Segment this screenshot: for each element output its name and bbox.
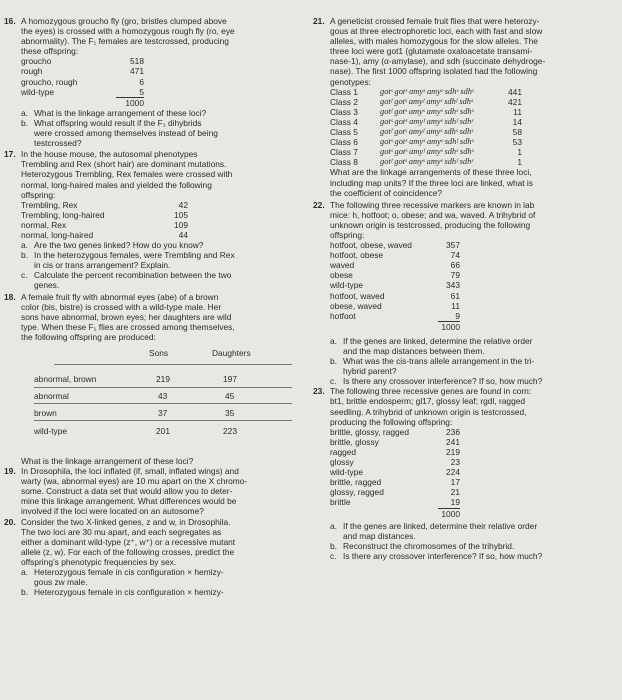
data-value: 105: [174, 209, 188, 220]
q16-line: A homozygous groucho fly (gro, bristles clumped above: [21, 16, 227, 26]
class-value: 1: [517, 147, 522, 158]
class-value: 53: [512, 137, 522, 148]
q20-line: offspring’s phenotypic frequencies by sex.: [21, 556, 177, 567]
class-genotype: gotᶠ gotˢ amyˢ amyˢ sdhᶠ sdhˢ: [380, 157, 474, 167]
part-letter: a.: [21, 567, 28, 578]
class-genotype: gotˢ gotˢ amyᶠ amyˢ sdhᶠ sdhˢ: [380, 116, 474, 126]
part-letter: c.: [330, 550, 337, 561]
right-column: [313, 16, 613, 561]
data-value: 9: [455, 310, 460, 321]
part-line: Are the two genes linked? How do you know?: [34, 240, 204, 251]
q20-line: either a dominant wild-type (z⁺, w⁺) or a recessive mutant: [21, 536, 236, 547]
daughters-value: 35: [225, 408, 235, 418]
class-genotype: gotᶠ gotˢ amyᶠ amyˢ sdhᶠ sdhˢ: [380, 96, 473, 106]
part-line: and map distances.: [343, 530, 416, 541]
row-label: abnormal: [34, 391, 69, 401]
data-value: 61: [450, 290, 460, 301]
q17-data: [4, 200, 292, 240]
data-value: 23: [450, 457, 460, 468]
q16-line: the eyes) is crossed with a homozygous rough fly (ro, eye: [21, 26, 235, 37]
q19-line: some. Construct a data set that would allow you to deter-: [21, 486, 233, 497]
table-rule: [34, 387, 292, 388]
data-value: 241: [446, 436, 460, 447]
data-label: obese, waved: [330, 300, 382, 311]
data-value: 109: [174, 219, 188, 230]
sons-value: 201: [156, 426, 170, 436]
table-rule: [54, 364, 292, 365]
q23-data: [313, 427, 613, 519]
part-line: What offspring would result if the F₁ dihybrids: [34, 117, 202, 128]
class-value: 14: [512, 116, 522, 127]
data-value: 219: [446, 446, 460, 457]
question-23: [313, 386, 613, 561]
data-total: 1000: [438, 321, 460, 332]
part-line: Reconstruct the chromosomes of the trihybrid.: [343, 540, 515, 551]
data-value: 17: [450, 477, 460, 488]
q19-line: In Drosophila, the loci inflated (if, small, inflated wings) and: [21, 466, 239, 477]
q16-data: [4, 56, 292, 107]
q18-line: the following offspring are produced:: [21, 331, 156, 342]
class-label: Class 8: [330, 157, 358, 168]
part-line: What was the cis-trans allele arrangement in the tri-: [343, 356, 535, 367]
part-letter: b.: [330, 356, 337, 367]
daughters-value: 197: [223, 374, 237, 384]
data-label: normal, Rex: [21, 219, 67, 230]
part-line: What is the linkage arrangement of these loci?: [34, 107, 207, 118]
question-18: [4, 292, 292, 467]
part-letter: a.: [21, 240, 28, 251]
data-value: 6: [139, 76, 144, 87]
class-label: Class 1: [330, 86, 358, 97]
data-label: glossy, ragged: [330, 487, 384, 498]
data-label: Trembling, long-haired: [21, 209, 105, 220]
table-rule: [34, 420, 292, 421]
part-letter: b.: [21, 250, 28, 261]
data-label: Trembling, Rex: [21, 199, 78, 210]
row-label: wild-type: [34, 426, 68, 436]
q21-line: three loci were got1 (glutamate oxaloacetate transami-: [330, 46, 533, 57]
class-genotype: gotˢ gotˢ amyˢ amyˢ sdhˢ sdhˢ: [380, 86, 474, 96]
question-19: [4, 466, 292, 516]
data-value: 79: [450, 270, 460, 281]
class-value: 1: [517, 157, 522, 168]
q17-line: In the house mouse, the autosomal phenotypes: [21, 149, 198, 160]
class-label: Class 3: [330, 106, 358, 117]
sons-value: 219: [156, 374, 170, 384]
class-label: Class 5: [330, 127, 358, 138]
q21-classes: [313, 87, 613, 168]
part-line: Heterozygous female in cis configuration × hemizy-: [34, 567, 224, 578]
data-label: rough: [21, 66, 43, 77]
q17-line: Heterozygous Trembling, Rex females were crossed with: [21, 169, 233, 180]
data-value: 343: [446, 280, 460, 291]
sons-value: 43: [158, 391, 168, 401]
q23-line: The following three recessive genes are found in corn:: [330, 386, 532, 397]
q18-line: A female fruit fly with abnormal eyes (abe) of a brown: [21, 291, 219, 302]
class-value: 421: [508, 96, 522, 107]
data-label: ragged: [330, 446, 357, 457]
data-label: normal, long-haired: [21, 229, 94, 240]
part-line: Calculate the percent recombination between the two: [34, 270, 232, 281]
q17-line: Trembling and Rex (short hair) are dominant mutations.: [21, 159, 227, 170]
row-label: brown: [34, 408, 57, 418]
table-header-daughters: Daughters: [212, 348, 251, 358]
q21-line: nase). The first 1000 offspring isolated had the following: [330, 66, 538, 77]
data-label: wild-type: [330, 467, 364, 478]
q21-after: including map units? If the three loci are linked, what is: [330, 177, 533, 188]
q18-line: sons have abnormal, brown eyes; her daughters are wild: [21, 311, 232, 322]
question-number: 22.: [313, 199, 325, 210]
part-line: Heterozygous female in cis configuration × hemizy-: [34, 587, 224, 598]
q19-line: warty (wa, abnormal eyes) are 10 mu apart on the X chromo-: [21, 476, 248, 487]
part-line: If the genes are linked, determine their relative order: [343, 520, 538, 531]
q23-line: producing the following offspring:: [330, 416, 453, 427]
q16-line: abnormality). The F₁ females are testcrossed, producing: [21, 36, 229, 47]
table-header-sons: Sons: [149, 348, 169, 358]
class-label: Class 7: [330, 147, 358, 158]
sons-value: 37: [158, 408, 168, 418]
class-value: 11: [513, 106, 522, 117]
q21-line: alleles, with males homozygous for the slow alleles. The: [330, 36, 538, 47]
part-line: Is there any crossover interference? If so, how much?: [343, 376, 543, 387]
data-value: 44: [178, 229, 188, 240]
data-value: 21: [450, 487, 460, 498]
q22-line: mice: h, hotfoot; o, obese; and wa, waved. A trihybrid of: [330, 209, 536, 220]
q20-line: allele (z, w). For each of the following crosses, predict the: [21, 546, 235, 557]
part-letter: a.: [330, 335, 337, 346]
data-value: 66: [450, 260, 460, 271]
data-label: wild-type: [330, 280, 364, 291]
q18-table: [4, 342, 292, 442]
part-line: genes.: [34, 280, 60, 291]
class-genotype: gotᶠ gotˢ amyˢ amyˢ sdhˢ sdhˢ: [380, 106, 474, 116]
data-label: hotfoot, waved: [330, 290, 385, 301]
part-line: in cis or trans arrangement? Explain.: [34, 260, 171, 271]
row-label: abnormal, brown: [34, 374, 97, 384]
q23-line: seedling. A trihybrid of unknown origin is testcrossed,: [330, 406, 527, 417]
question-number: 16.: [4, 16, 16, 26]
data-total: 1000: [438, 508, 460, 519]
question-22: [313, 200, 613, 387]
part-line: gous zw male.: [34, 577, 88, 588]
data-value: 5: [139, 86, 144, 97]
data-label: hotfoot, obese, waved: [330, 240, 412, 251]
question-17: [4, 149, 292, 290]
data-label: brittle, glossy: [330, 436, 379, 447]
question-number: 18.: [4, 291, 16, 302]
q21-line: A geneticist crossed female fruit flies that were heterozy-: [330, 16, 540, 26]
q21-line: gous at three electrophoretic loci, each with fast and slow: [330, 26, 543, 37]
question-20: [4, 517, 292, 598]
q20-line: The two loci are 30 mu apart, and each segregates as: [21, 526, 222, 537]
data-label: obese: [330, 270, 353, 281]
q18-line: color (bis, bistre) is crossed with a wild-type male. Her: [21, 301, 222, 312]
class-label: Class 2: [330, 96, 358, 107]
class-genotype: gotᶠ gotˢ amyᶠ amyˢ sdhˢ sdhˢ: [380, 127, 474, 137]
data-value: 74: [450, 250, 460, 261]
q22-line: The following three recessive markers are known in lab: [330, 199, 535, 210]
class-genotype: gotˢ gotˢ amyˢ amyˢ sdhᶠ sdhˢ: [380, 137, 474, 147]
part-letter: b.: [21, 117, 28, 128]
q17-line: normal, long-haired males and yielded the following: [21, 179, 212, 190]
data-value: 236: [446, 426, 460, 437]
data-value: 19: [450, 497, 460, 508]
data-label: groucho, rough: [21, 76, 78, 87]
part-letter: b.: [330, 540, 337, 551]
data-total: 1000: [116, 97, 144, 108]
data-label: glossy: [330, 457, 354, 468]
data-value: 224: [446, 467, 460, 478]
question-number: 21.: [313, 16, 325, 26]
q22-line: offspring:: [330, 229, 365, 240]
part-line: If the genes are linked, determine the relative order: [343, 335, 533, 346]
part-letter: c.: [330, 376, 337, 387]
q23-line: bt1, brittle endosperm; gl17, glossy leaf; rgdl, ragged: [330, 396, 526, 407]
question-21: [313, 16, 613, 198]
q21-after: What are the linkage arrangements of these three loci,: [330, 167, 532, 178]
q21-line: genotypes:: [330, 76, 371, 87]
class-label: Class 4: [330, 116, 358, 127]
part-line: and the map distances between them.: [343, 346, 485, 356]
question-number: 19.: [4, 466, 16, 477]
q19-line: involved if the loci were located on an autosome?: [21, 506, 204, 517]
question-number: 23.: [313, 386, 325, 397]
q21-after: the coefficient of coincidence?: [330, 187, 443, 198]
q22-data: [313, 240, 613, 332]
data-label: wild-type: [21, 86, 55, 97]
part-line: Is there any crossover interference? If so, how much?: [343, 550, 543, 561]
data-label: brittle: [330, 497, 351, 508]
q18-line: type. When these F₁ flies are crossed among themselves,: [21, 321, 235, 332]
q19-line: mine this linkage arrangement. What differences would be: [21, 496, 237, 507]
class-value: 58: [512, 127, 522, 138]
class-genotype: gotˢ gotˢ amyᶠ amyˢ sdhˢ sdhˢ: [380, 147, 474, 157]
data-value: 471: [130, 66, 144, 77]
q21-line: nase-1), amy (α-amylase), and sdh (succinate dehydroge-: [330, 56, 546, 67]
class-value: 441: [508, 86, 522, 97]
part-line: testcrossed?: [34, 138, 82, 149]
left-column: [4, 16, 292, 597]
q17-line: offspring:: [21, 189, 56, 200]
q18-after: What is the linkage arrangement of these loci?: [21, 456, 194, 466]
data-label: brittle, glossy, ragged: [330, 426, 409, 437]
class-label: Class 6: [330, 137, 358, 148]
data-label: groucho: [21, 56, 52, 67]
part-letter: c.: [21, 270, 28, 281]
q20-line: Consider the two X-linked genes, z and w, in Drosophila.: [21, 516, 231, 527]
daughters-value: 223: [223, 426, 237, 436]
q22-line: unknown origin is testcrossed, producing the following: [330, 219, 531, 230]
data-value: 11: [451, 300, 460, 311]
data-label: waved: [330, 260, 355, 271]
question-16: [4, 16, 292, 148]
data-label: hotfoot: [330, 310, 356, 321]
part-line: In the heterozygous females, were Trembling and Rex: [34, 250, 235, 261]
data-label: brittle, ragged: [330, 477, 382, 488]
table-rule: [34, 403, 292, 404]
q16-line: these offspring:: [21, 46, 79, 57]
part-line: were crossed among themselves instead of being: [34, 128, 218, 139]
part-line: hybrid parent?: [343, 366, 397, 377]
data-value: 518: [130, 56, 144, 67]
question-number: 20.: [4, 516, 16, 527]
part-letter: a.: [330, 520, 337, 531]
data-label: hotfoot, obese: [330, 250, 384, 261]
data-value: 42: [178, 199, 188, 210]
part-letter: a.: [21, 107, 28, 118]
part-letter: b.: [21, 587, 28, 598]
question-number: 17.: [4, 149, 16, 160]
daughters-value: 45: [225, 391, 235, 401]
data-value: 357: [446, 240, 460, 251]
